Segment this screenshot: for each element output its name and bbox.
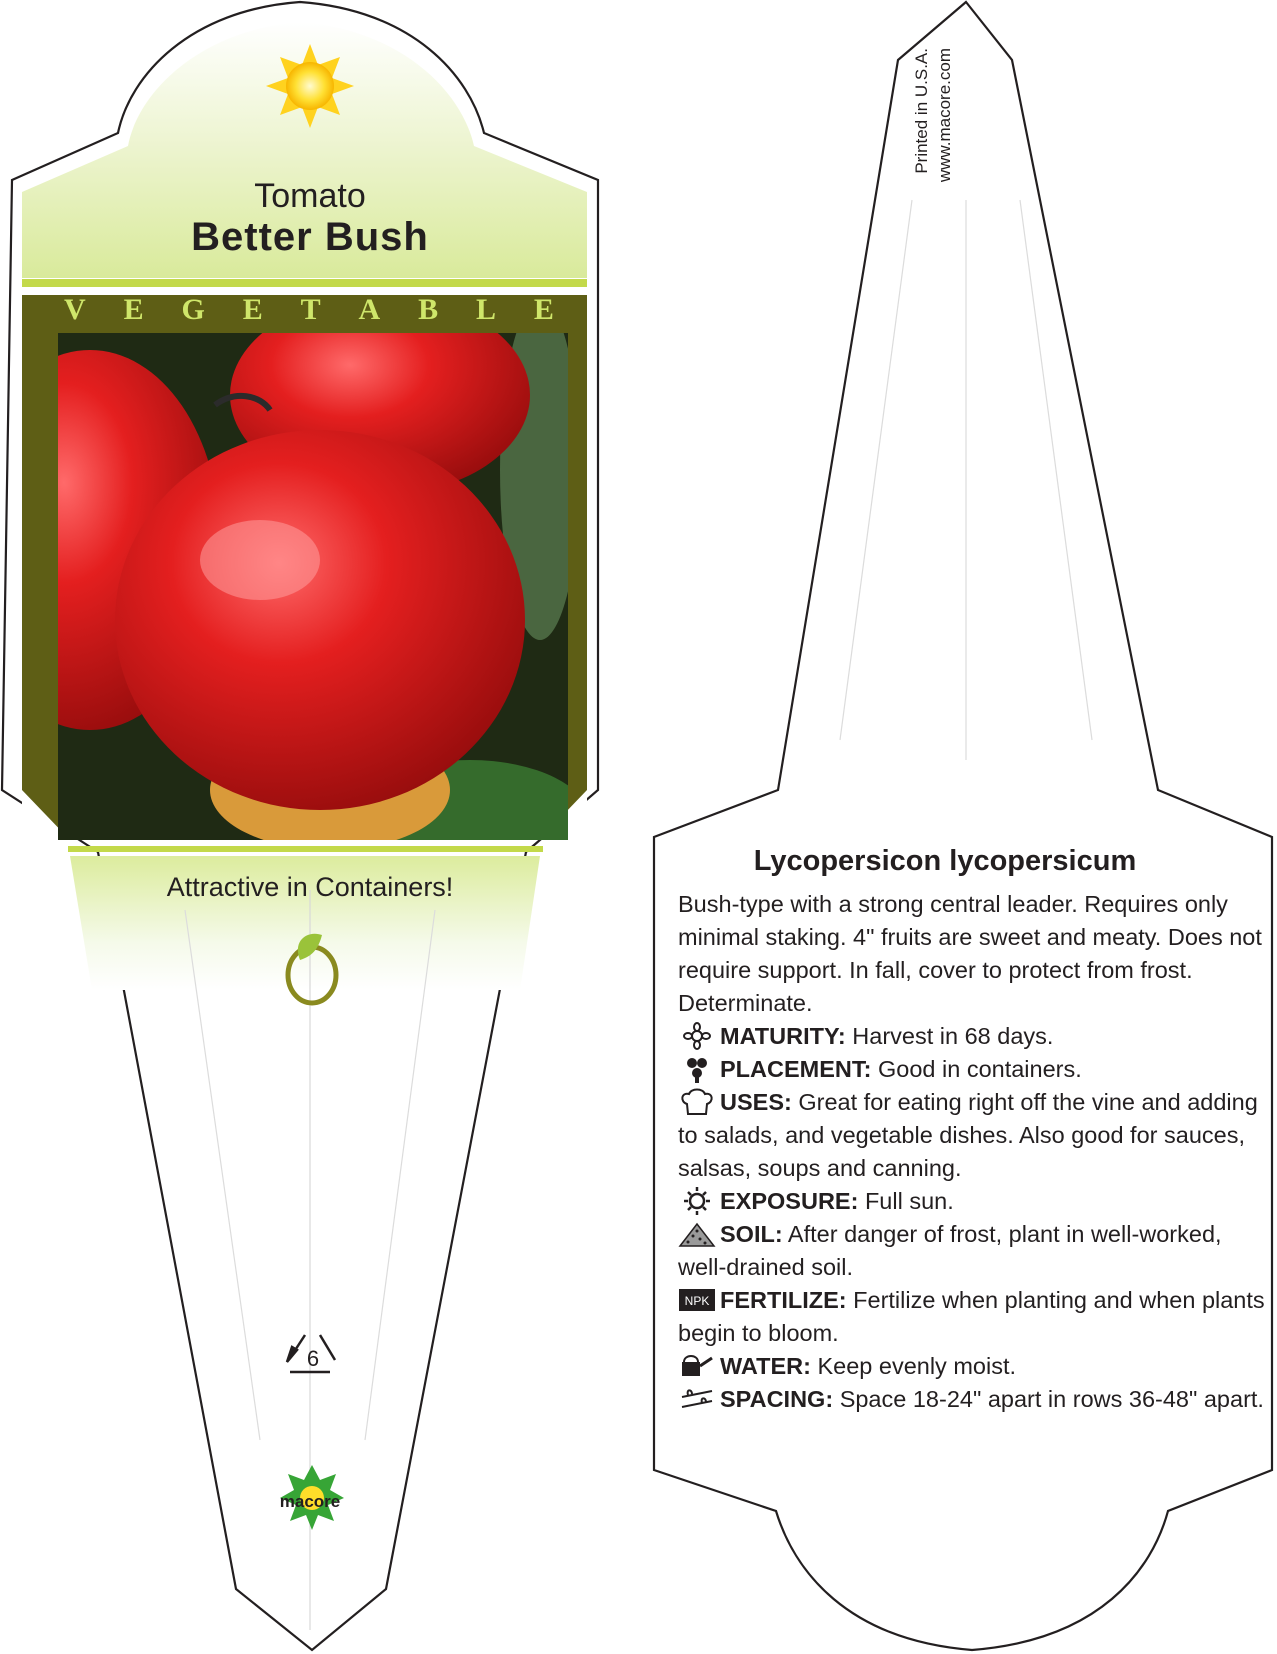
sun-outline-icon bbox=[678, 1187, 716, 1215]
spacing-icon bbox=[678, 1385, 716, 1413]
soil-icon bbox=[678, 1220, 716, 1248]
botanical-name: Lycopersicon lycopersicum bbox=[753, 845, 1137, 877]
tagline: Attractive in Containers! bbox=[166, 872, 454, 902]
attribute-label: WATER: bbox=[720, 1353, 811, 1379]
attribute-text: After danger of frost, plant in well-worked, well-drained soil. bbox=[678, 1221, 1222, 1280]
category-letter: A bbox=[358, 293, 381, 326]
npk-icon bbox=[678, 1286, 716, 1314]
category-letter: E bbox=[242, 293, 263, 326]
attribute-label: USES: bbox=[720, 1089, 792, 1115]
category-letter: V bbox=[64, 293, 86, 326]
category-letter: B bbox=[418, 293, 439, 326]
recycle-number: 6 bbox=[306, 1346, 320, 1371]
category-letter: E bbox=[123, 293, 144, 326]
attribute-text: Space 18-24" apart in rows 36-48" apart. bbox=[839, 1386, 1264, 1412]
attribute-exposure bbox=[678, 1185, 1268, 1218]
common-name: Tomato bbox=[254, 177, 366, 215]
attribute-label: SPACING: bbox=[720, 1386, 834, 1412]
attribute-water bbox=[678, 1350, 1268, 1383]
chef-hat-icon bbox=[678, 1088, 716, 1116]
printed-location: Printed in U.S.A. bbox=[912, 48, 931, 174]
attribute-spacing bbox=[678, 1383, 1268, 1416]
attribute-text: Good in containers. bbox=[877, 1056, 1082, 1082]
attribute-label: FERTILIZE: bbox=[720, 1287, 847, 1313]
variety-name: Better Bush bbox=[191, 215, 429, 259]
category-letter: T bbox=[300, 293, 321, 326]
printer-credit bbox=[910, 48, 956, 208]
attribute-text: Great for eating right off the vine and adding to salads, and vegetable dishes. Also good for sauces, salsas, soups and canning. bbox=[678, 1089, 1258, 1181]
category-letter: L bbox=[475, 293, 496, 326]
watering-can-icon bbox=[678, 1352, 716, 1380]
attribute-text: Keep evenly moist. bbox=[817, 1353, 1017, 1379]
attribute-soil bbox=[678, 1218, 1268, 1284]
flower-icon bbox=[678, 1022, 716, 1050]
attribute-text: Fertilize when planting and when plants begin to bloom. bbox=[678, 1287, 1265, 1346]
placement-icon bbox=[678, 1055, 716, 1083]
attribute-text: Harvest in 68 days. bbox=[852, 1023, 1054, 1049]
attribute-label: EXPOSURE: bbox=[720, 1188, 859, 1214]
attribute-label: PLACEMENT: bbox=[720, 1056, 872, 1082]
attribute-uses bbox=[678, 1086, 1268, 1185]
description-text: Bush-type with a strong central leader. Requires only minimal staking. 4" fruits are sweet and meaty. Does not require support. In fall, cover to protect from frost. Determinate. bbox=[678, 891, 1262, 1016]
website: www.macore.com bbox=[935, 48, 954, 183]
attribute-label: SOIL: bbox=[720, 1221, 783, 1247]
attribute-text: Full sun. bbox=[864, 1188, 954, 1214]
plant-description bbox=[678, 888, 1268, 1416]
category-letter: E bbox=[533, 293, 554, 326]
npk-text: NPK bbox=[684, 1294, 710, 1308]
brand-name: macore bbox=[279, 1492, 341, 1511]
attribute-label: MATURITY: bbox=[720, 1023, 846, 1049]
attribute-fertilize bbox=[678, 1284, 1268, 1350]
attribute-maturity bbox=[678, 1020, 1268, 1053]
attribute-placement bbox=[678, 1053, 1268, 1086]
category-letter: G bbox=[181, 293, 205, 326]
